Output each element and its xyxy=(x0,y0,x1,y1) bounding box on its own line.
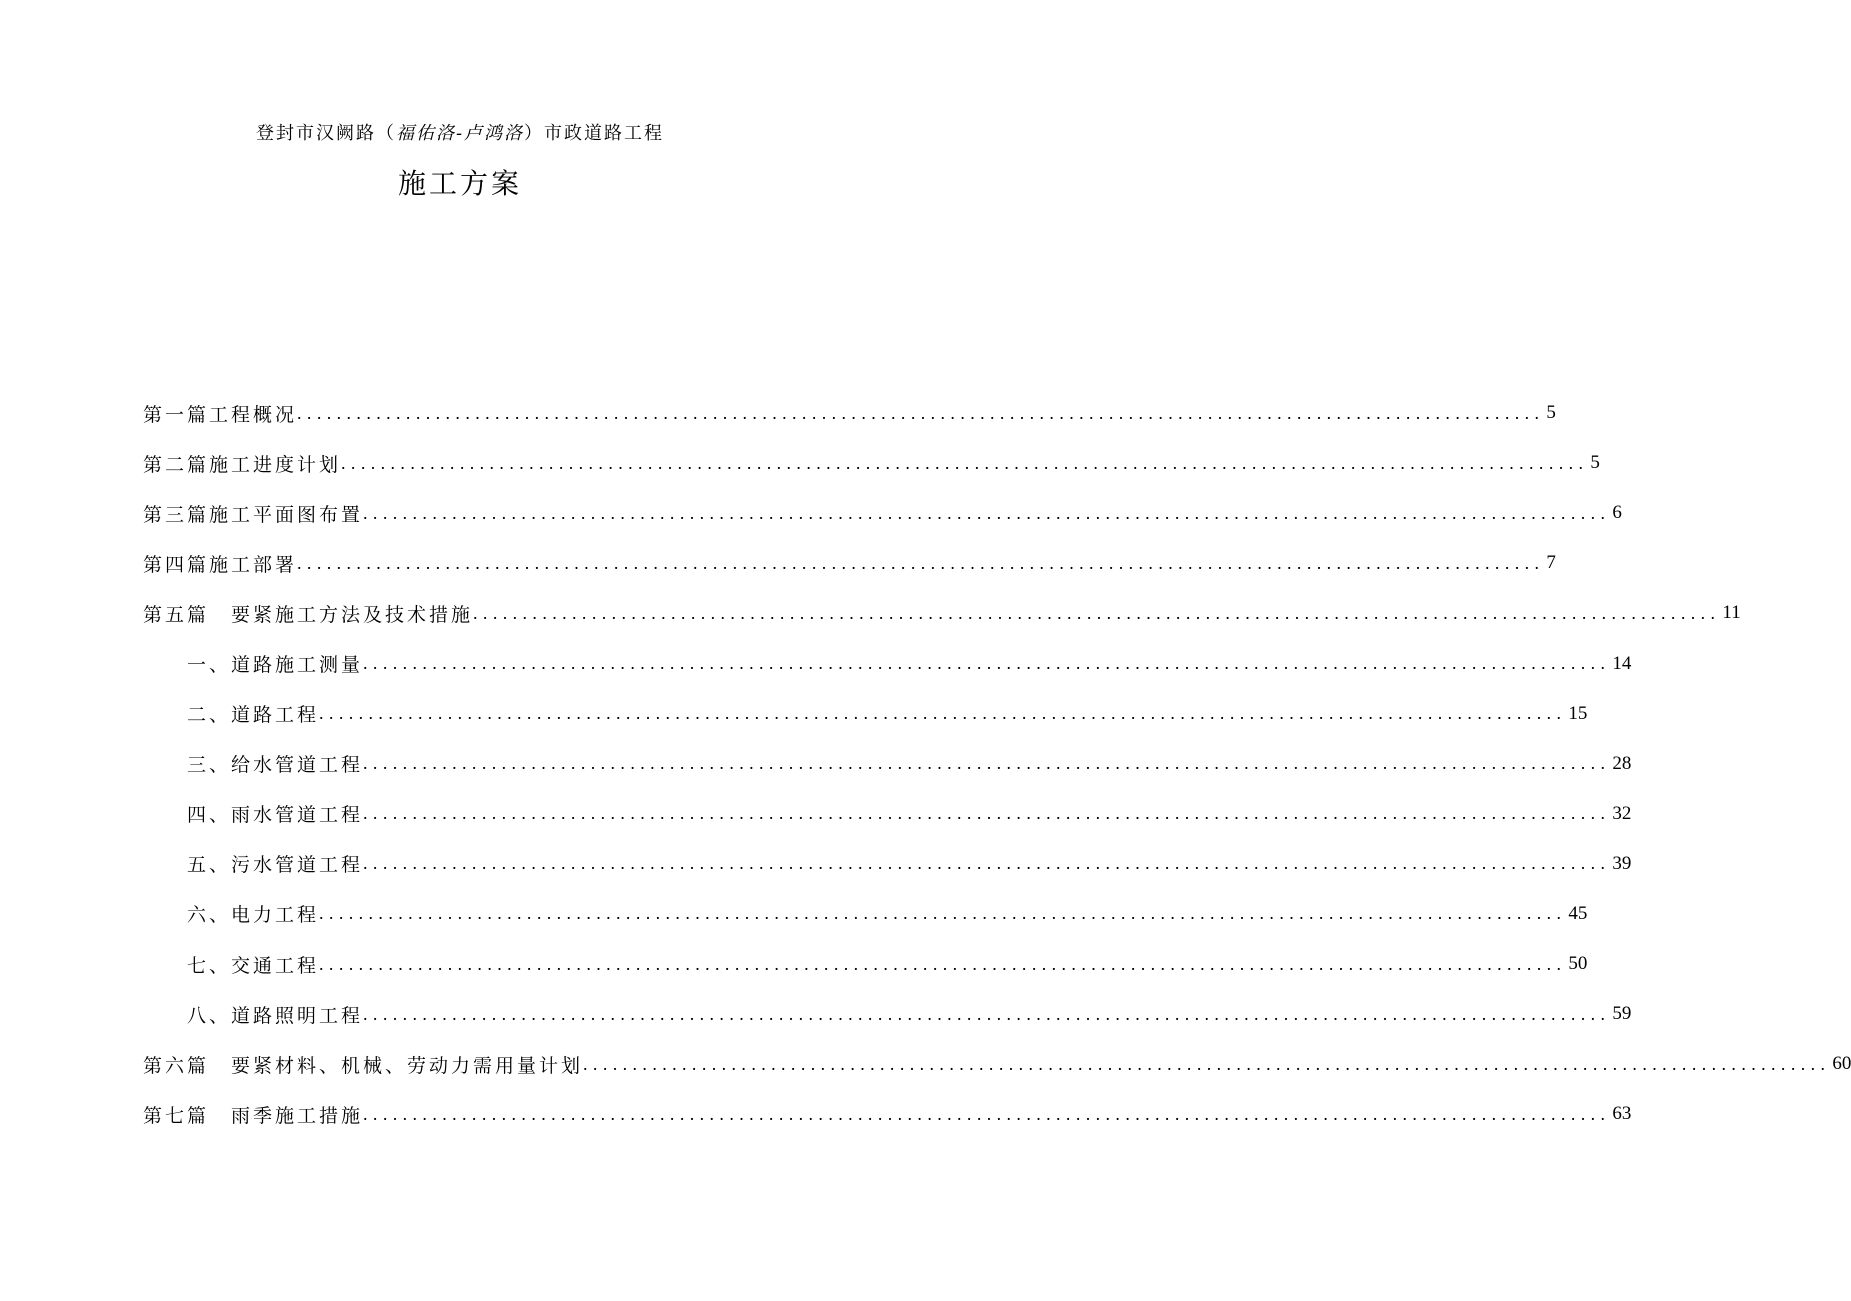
toc-entry-label: 一、道路施工测量 xyxy=(187,654,364,677)
document-subtitle xyxy=(0,122,920,146)
toc-entry[interactable] xyxy=(143,789,1632,839)
toc-entry-label: 第七篇 雨季施工措施 xyxy=(143,1104,364,1127)
toc-entry[interactable] xyxy=(143,839,1632,889)
toc-dot-leader: .............................................................................................................................. xyxy=(297,402,1545,423)
toc-entry-label: 第二篇施工进度计划 xyxy=(143,453,342,476)
toc-dot-leader: .............................................................................................................................. xyxy=(341,452,1589,473)
toc-entry[interactable] xyxy=(143,488,1622,538)
toc-entry-label: 第一篇工程概况 xyxy=(143,403,298,426)
document-title: 施工方案 xyxy=(397,167,522,200)
toc-entry-page-number: 63 xyxy=(1612,1103,1632,1125)
toc-entry[interactable] xyxy=(143,1089,1632,1139)
toc-entry-page-number: 50 xyxy=(1568,953,1588,975)
toc-dot-leader: .............................................................................................................................. xyxy=(363,1103,1611,1124)
toc-entry-page-number: 59 xyxy=(1612,1003,1632,1025)
toc-entry[interactable] xyxy=(143,889,1588,939)
toc-entry-page-number: 15 xyxy=(1568,702,1588,724)
toc-entry-label: 二、道路工程 xyxy=(187,704,320,727)
toc-entry-label: 六、电力工程 xyxy=(187,904,320,927)
toc-dot-leader: .............................................................................................................................. xyxy=(297,552,1545,573)
toc-entry-page-number: 45 xyxy=(1568,902,1588,924)
toc-entry-label: 五、污水管道工程 xyxy=(187,854,364,877)
toc-entry[interactable] xyxy=(143,538,1556,588)
toc-dot-leader: .............................................................................................................................. xyxy=(319,903,1567,924)
toc-entry-label: 八、道路照明工程 xyxy=(187,1004,364,1027)
toc-entry[interactable] xyxy=(143,939,1588,989)
toc-dot-leader: .............................................................................................................................. xyxy=(363,803,1611,824)
toc-dot-leader: .............................................................................................................................. xyxy=(363,753,1611,774)
toc-dot-leader: .............................................................................................................................. xyxy=(363,502,1611,523)
toc-entry-label: 三、给水管道工程 xyxy=(187,754,364,777)
subtitle-part-2: 福佑洛-卢鸿洛 xyxy=(395,123,525,144)
toc-entry-page-number: 60 xyxy=(1832,1053,1851,1075)
toc-dot-leader: .............................................................................................................................. xyxy=(583,1053,1831,1074)
toc-dot-leader: .............................................................................................................................. xyxy=(319,953,1567,974)
toc-entry[interactable] xyxy=(143,438,1600,488)
toc-entry-label: 第五篇 要紧施工方法及技术措施 xyxy=(143,603,474,626)
toc-dot-leader: .............................................................................................................................. xyxy=(319,703,1567,724)
toc-entry-page-number: 6 xyxy=(1612,502,1622,524)
toc-entry[interactable] xyxy=(143,989,1632,1039)
toc-dot-leader: .............................................................................................................................. xyxy=(363,1003,1611,1024)
toc-entry-page-number: 14 xyxy=(1612,652,1632,674)
toc-entry-label: 第四篇施工部署 xyxy=(143,553,298,576)
toc-entry-page-number: 5 xyxy=(1546,402,1556,424)
toc-entry-page-number: 5 xyxy=(1590,452,1600,474)
subtitle-part-3: ）市政道路工程 xyxy=(524,123,665,144)
toc-entry-label: 第六篇 要紧材料、机械、劳动力需用量计划 xyxy=(143,1054,584,1077)
toc-entry[interactable] xyxy=(143,689,1588,739)
toc-dot-leader: .............................................................................................................................. xyxy=(363,853,1611,874)
table-of-contents xyxy=(143,388,1851,1139)
toc-entry[interactable] xyxy=(143,588,1741,638)
toc-entry[interactable] xyxy=(143,1039,1851,1089)
toc-entry-label: 七、交通工程 xyxy=(187,954,320,977)
toc-entry[interactable] xyxy=(143,388,1556,438)
toc-entry-page-number: 11 xyxy=(1722,602,1741,624)
toc-dot-leader: .............................................................................................................................. xyxy=(363,653,1611,674)
toc-entry-page-number: 39 xyxy=(1612,852,1632,874)
toc-dot-leader: .............................................................................................................................. xyxy=(473,602,1721,623)
toc-entry-label: 第三篇施工平面图布置 xyxy=(143,503,364,526)
toc-entry-page-number: 7 xyxy=(1546,552,1556,574)
toc-entry-label: 四、雨水管道工程 xyxy=(187,804,364,827)
toc-entry-page-number: 32 xyxy=(1612,802,1632,824)
toc-entry[interactable] xyxy=(143,739,1632,789)
subtitle-part-1: 登封市汉阙路（ xyxy=(255,123,396,144)
toc-entry-page-number: 28 xyxy=(1612,752,1632,774)
toc-entry[interactable] xyxy=(143,638,1632,688)
